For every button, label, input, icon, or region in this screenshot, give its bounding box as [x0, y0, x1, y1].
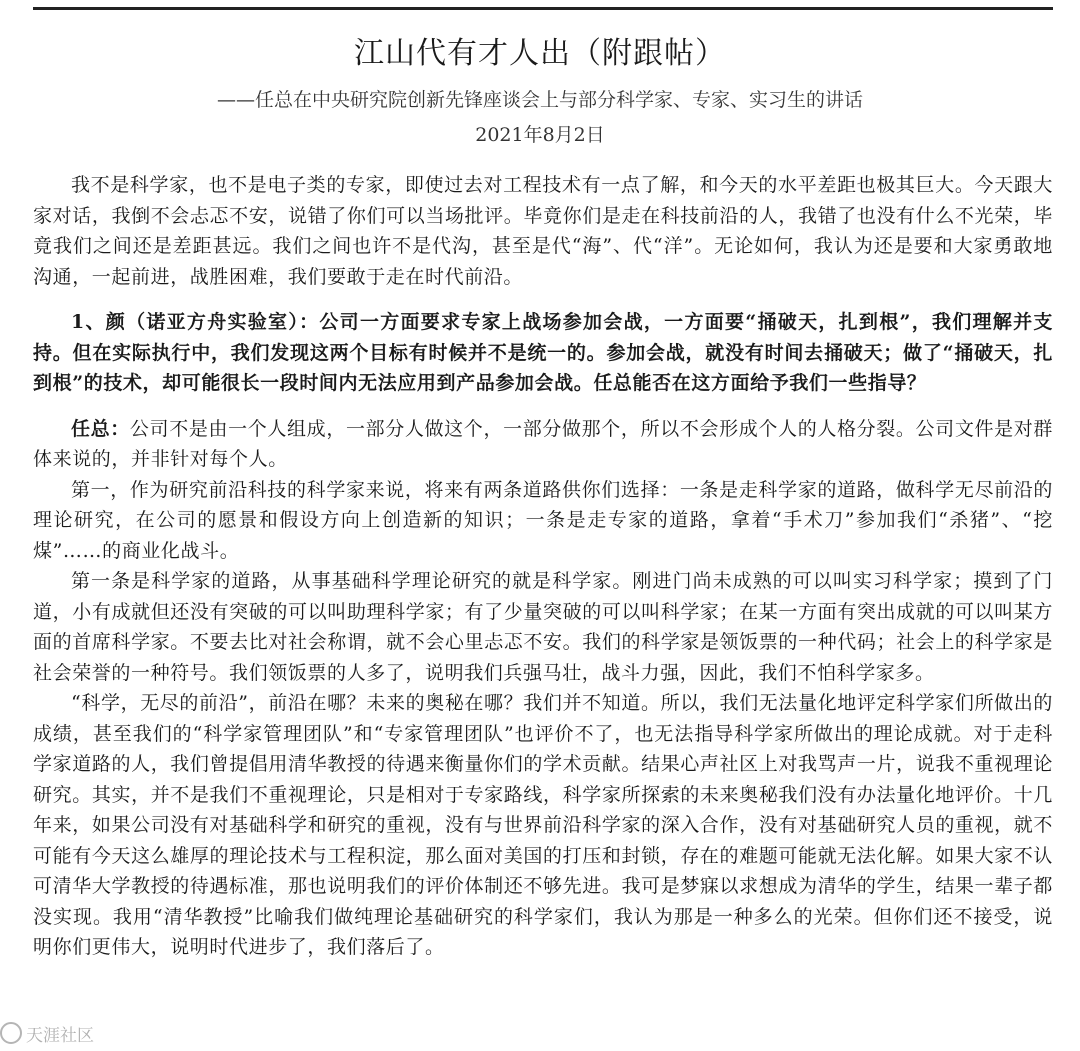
- intro-paragraph: 我不是科学家，也不是电子类的专家，即使过去对工程技术有一点了解，和今天的水平差距也极其巨大。今天跟大家对话，我倒不会忐忑不安，说错了你们可以当场批评。毕竟你们是走在科技前沿的人，我错了也没有什么不光荣，毕竟我们之间还是差距甚远。我们之间也许不是代沟，甚至是代“海”、代“洋”。无论如何，我认为还是要和大家勇敢地沟通，一起前进，战胜困难，我们要敢于走在时代前沿。: [33, 174, 1053, 288]
- question-paragraph: 1、颜（诺亚方舟实验室）：公司一方面要求专家上战场参加会战，一方面要“捅破天，扎到根”，我们理解并支持。但在实际执行中，我们发现这两个目标有时候并不是统一的。参加会战，就没有时间去捅破天；做了“捅破天，扎到根”的技术，却可能很长一段时间内无法应用到产品参加会战。任总能否在这方面给予我们一些指导？: [33, 311, 1053, 394]
- answer-text: 公司不是由一个人组成，一部分人做这个，一部分做那个，所以不会形成个人的人格分裂。公司文件是对群体来说的，并非针对每个人。: [33, 417, 1053, 470]
- answer-paragraph-2: 第一，作为研究前沿科技的科学家来说，将来有两条道路供你们选择：一条是走科学家的道路，做科学无尽前沿的理论研究，在公司的愿景和假设方向上创造新的知识；一条是走专家的道路，拿着“手术刀”参加我们“杀猪”、“挖煤”……的商业化战斗。: [33, 478, 1053, 562]
- article-title: 江山代有才人出（附跟帖）: [354, 36, 726, 71]
- answer-paragraph-4: “科学，无尽的前沿”，前沿在哪？未来的奥秘在哪？我们并不知道。所以，我们无法量化地评定科学家们所做出的成绩，甚至我们的“科学家管理团队”和“专家管理团队”也评价不了，也无法指导科学家所做出的理论成就。对于走科学家道路的人，我们曾提倡用清华教授的待遇来衡量你们的学术贡献。结果心声社区上对我骂声一片，说我不重视理论研究。其实，并不是我们不重视理论，只是相对于专家路线，科学家所探索的未来奥秘我们没有办法量化地评价。十几年来，如果公司没有对基础科学和研究的重视，没有与世界前沿科学家的深入合作，没有对基础研究人员的重视，就不可能有今天这么雄厚的理论技术与工程积淀，那么面对美国的打压和封锁，存在的难题可能就无法化解。如果大家不认可清华大学教授的待遇标准，那也说明我们的评价体制还不够先进。我可是梦寐以求想成为清华的学生，结果一辈子都没实现。我用“清华教授”比喻我们做纯理论基础研究的科学家们，我认为那是一种多么的光荣。但你们还不接受，说明你们更伟大，说明时代进步了，我们落后了。: [33, 692, 1053, 958]
- answer-paragraph: [33, 414, 1053, 475]
- top-divider: [33, 7, 1053, 10]
- article-body: [33, 170, 1053, 963]
- answer-paragraph-3: 第一条是科学家的道路，从事基础科学理论研究的就是科学家。刚进门尚未成熟的可以叫实习科学家；摸到了门道，小有成就但还没有突破的可以叫助理科学家；有了少量突破的可以叫科学家；在某一方面有突出成就的可以叫某方面的首席科学家。不要去比对社会称谓，就不会心里忐忑不安。我们的科学家是领饭票的一种代码；社会上的科学家是社会荣誉的一种符号。我们领饭票的人多了，说明我们兵强马壮，战斗力强，因此，我们不怕科学家多。: [33, 570, 1053, 684]
- article-date: 2021年8月2日: [475, 124, 605, 146]
- article-subtitle: ——任总在中央研究院创新先锋座谈会上与部分科学家、专家、实习生的讲话: [216, 89, 863, 111]
- watermark-logo-icon: [0, 1022, 22, 1044]
- site-watermark: [0, 1018, 94, 1048]
- watermark-text: 天涯社区: [26, 1025, 94, 1046]
- answer-speaker-label: 任总：: [71, 417, 130, 440]
